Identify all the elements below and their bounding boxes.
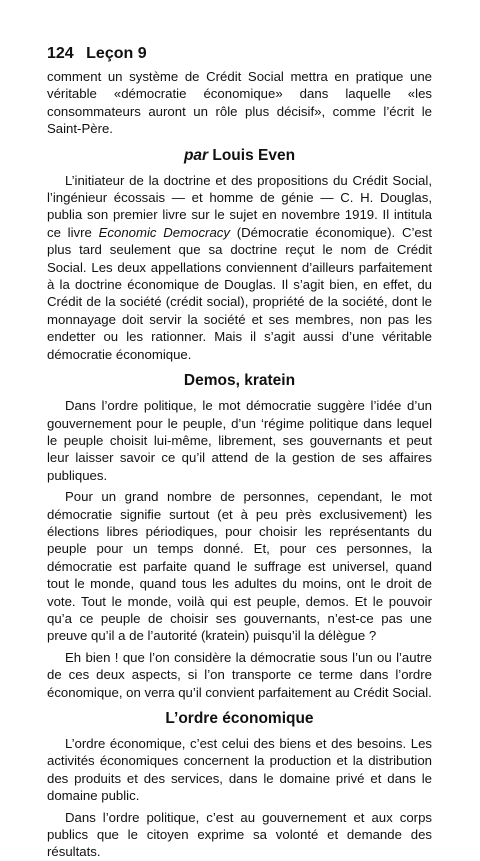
- book-title: Economic Democracy: [98, 224, 230, 240]
- section3-paragraph-1: L’ordre économique, c’est celui des biens et des besoins. Les activités économiques concernent la production et la distribution des produits et des services, dans le domaine privé et dans le domaine public.: [47, 736, 432, 804]
- intro-paragraph: comment un système de Crédit Social mettra en pratique une véritable «démocratie économique» dans laquelle «les consommateurs auront un rôle plus décisif», comme l’écrit le Saint-Père.: [47, 69, 432, 137]
- byline: [47, 146, 432, 166]
- section2-paragraph-2: Pour un grand nombre de personnes, cependant, le mot démocratie signifie surtout (et à peu près exclusivement) les élections libres périodiques, pour choisir les représentants du peuple pour un temps donné. Et, pour ces personnes, la démocratie est parfaite quand le suffrage est universel, quand tout le monde, quand tous les adultes du moins, ont le droit de vote. Tout le monde, voilà qui est peuple, demos. Et le pouvoir qu’a ce peuple de choisir ses gouvernants, n’est-ce pas une preuve qu’il a de l’autorité (kratein) puisqu’il la délègue ?: [47, 489, 432, 644]
- section1-text-b: (Démocratie économique). C’est plus tard seulement que sa doctrine reçut le nom de Crédit Social. Les deux appellations conviennent d’ailleurs parfaitement à la doctrine économique de Douglas. Il s’agit bien, en effet, du Crédit de la société (crédit social), propriété de la société, dont le monnayage doit servir la société et ses membres, non pas les endetter ou les rationner. Mais il s’agit aussi d’une véritable démocratie économique.: [47, 224, 432, 362]
- byline-prefix: par: [183, 146, 209, 164]
- lesson-title: Leçon 9: [86, 45, 147, 62]
- page-header: [47, 44, 432, 64]
- section2-paragraph-3: Eh bien ! que l’on considère la démocratie sous l’un ou l’autre de ces deux aspects, si l’on transporte ce terme dans l’ordre économique, on verra qu’il convient parfaitement au Crédit Social.: [47, 649, 432, 700]
- byline-author: Louis Even: [212, 146, 296, 164]
- page-number: 124: [47, 45, 74, 62]
- section1-paragraph: [47, 172, 432, 363]
- section3-heading: L’ordre économique: [165, 710, 314, 727]
- section2-paragraph-1: Dans l’ordre politique, le mot démocratie suggère l’idée d’un gouvernement pour le peuple, d’un ‘régime politique dans lequel le peuple choisit lui-même, librement, ses gouvernants et peut leur laisser savoir ce qu’il attend de la gestion de ses affaires publiques.: [47, 398, 432, 483]
- section1-text-a: L’initiateur de la doctrine et des propositions du Crédit Social, l’ingénieur écossais — et homme de génie — C. H. Douglas, publia son premier livre sur le sujet en novembre 1919. Il intitula ce livre: [47, 172, 432, 240]
- section2-heading: Demos, kratein: [183, 372, 296, 390]
- section3-paragraph-2: Dans l’ordre politique, c’est au gouvernement et aux corps publics que le citoyen exprime sa volonté et demande des résultats.: [47, 809, 432, 860]
